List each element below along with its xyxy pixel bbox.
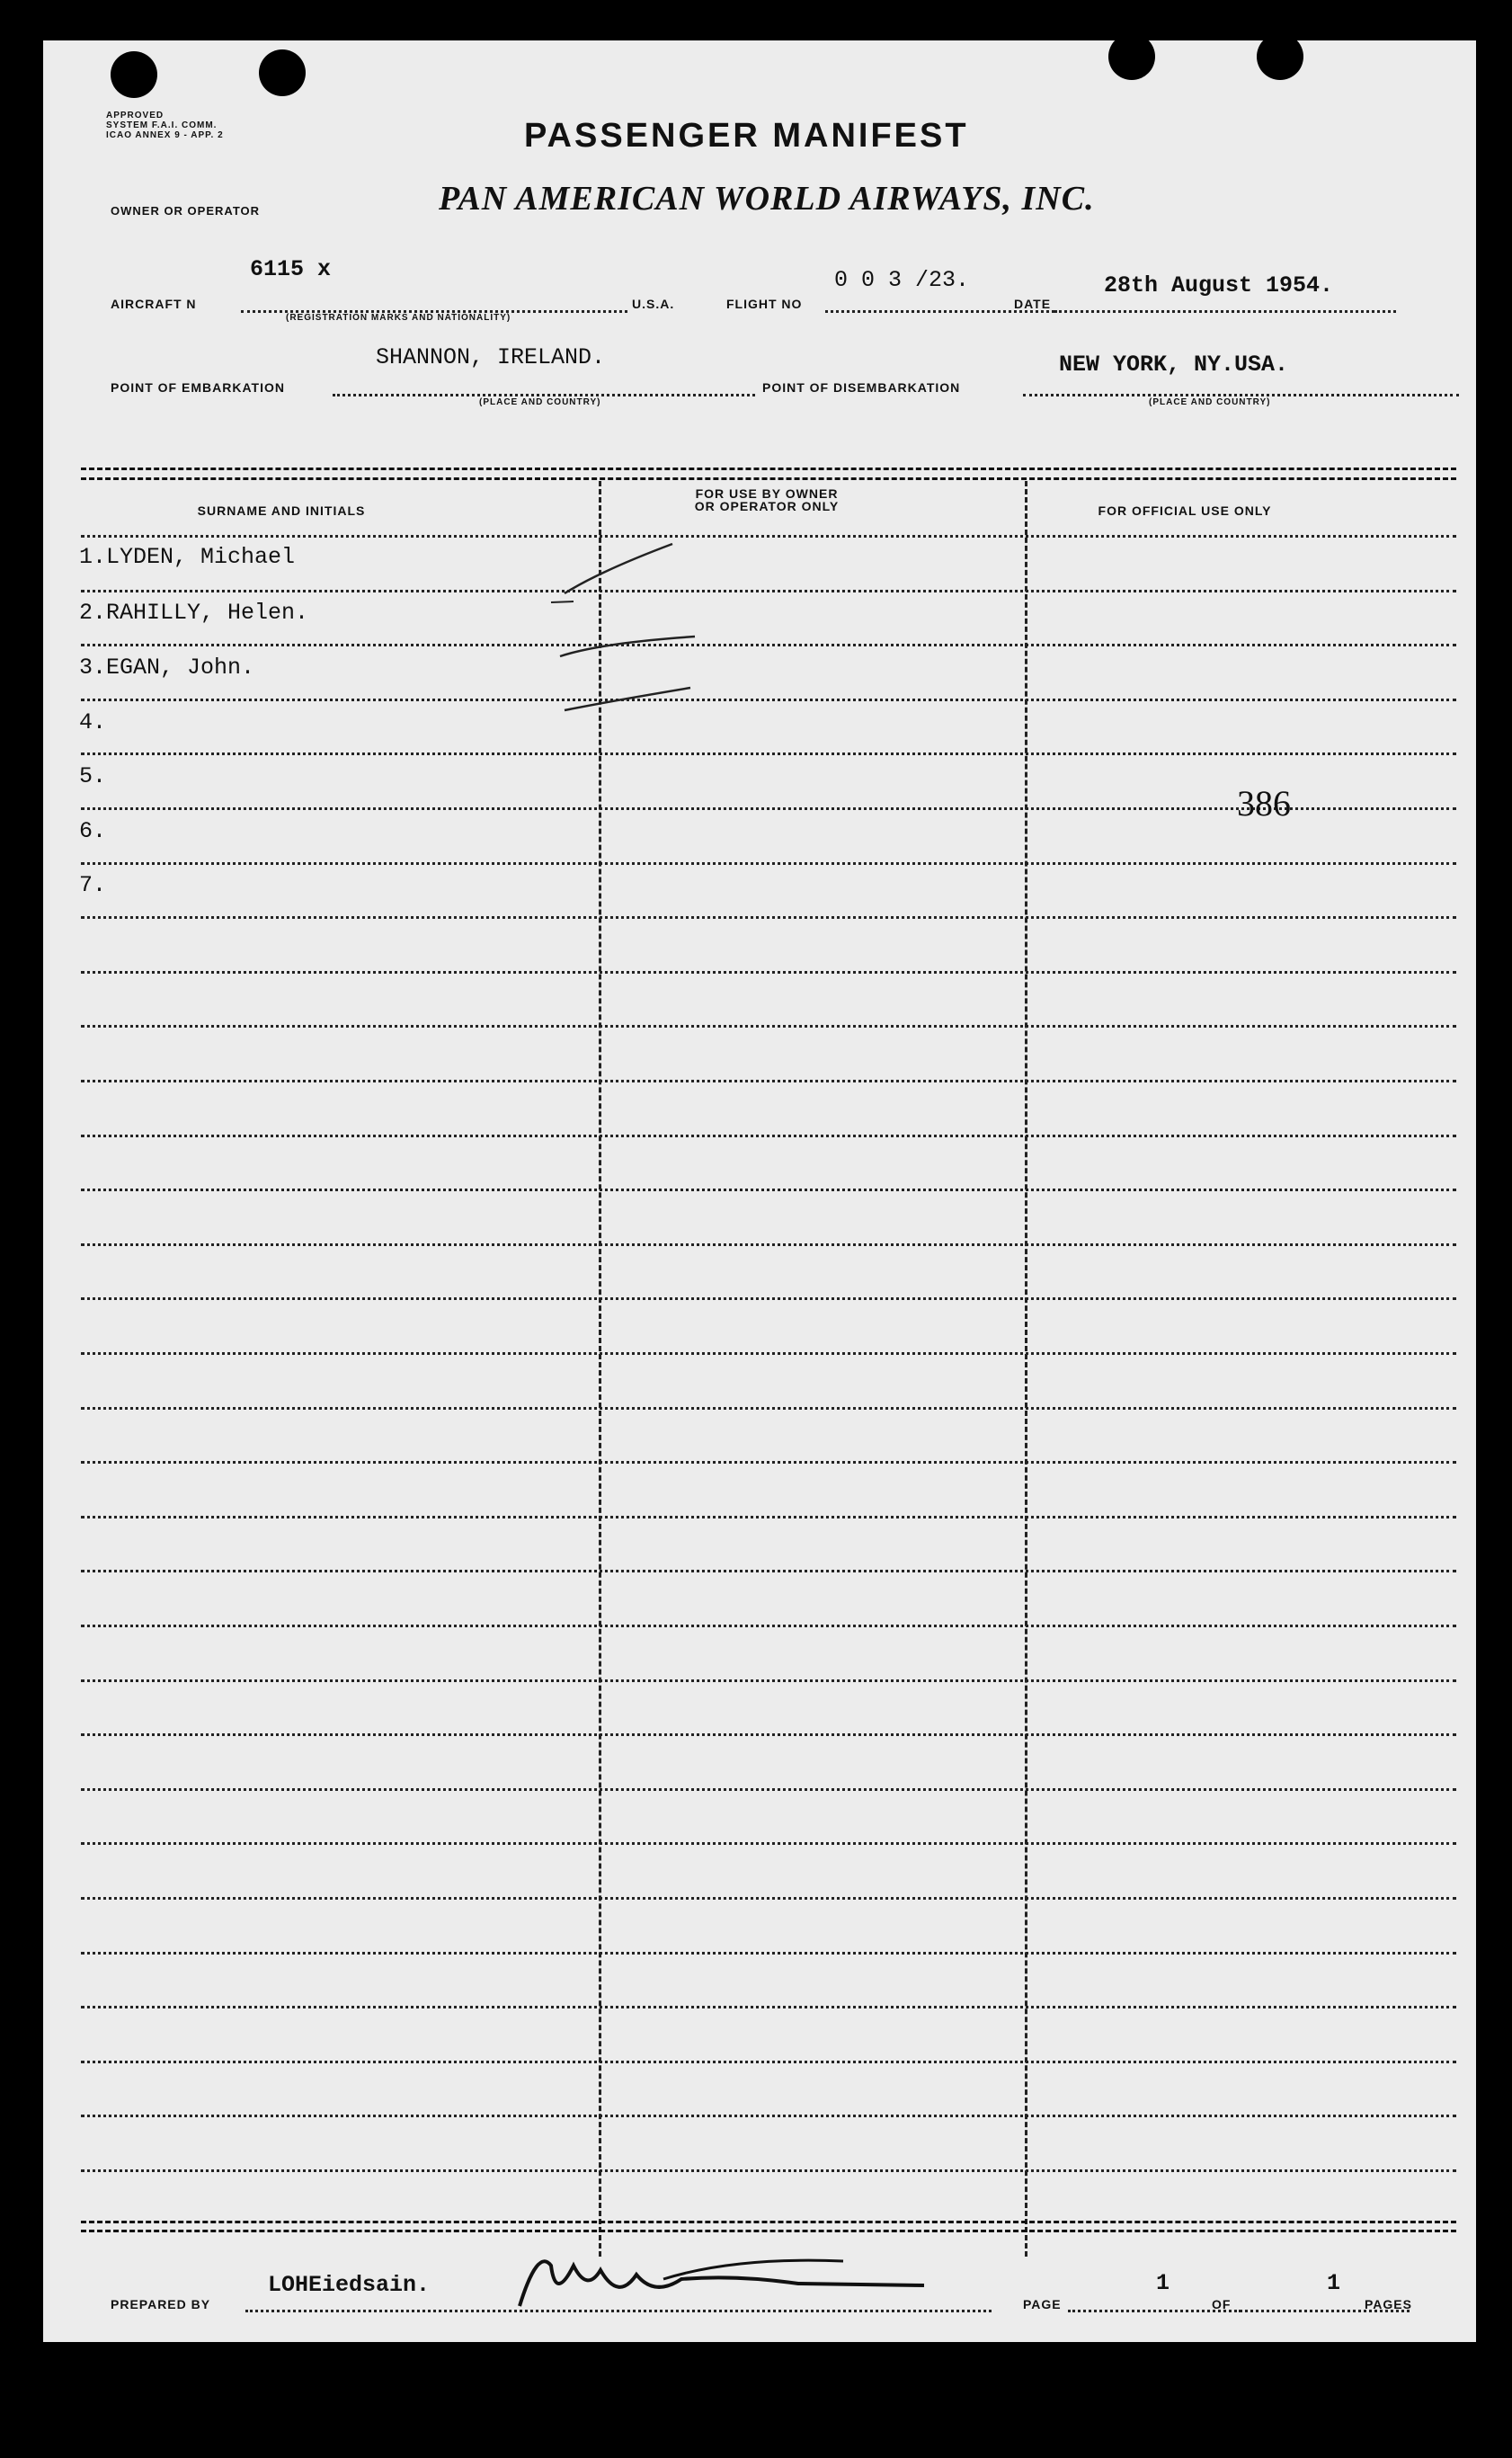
disembarkation-caption: (PLACE AND COUNTRY) bbox=[1149, 397, 1271, 407]
table-rule bbox=[81, 1407, 1456, 1410]
date-value: 28th August 1954. bbox=[1104, 272, 1334, 298]
table-rule bbox=[81, 862, 1456, 865]
owner-label: OWNER OR OPERATOR bbox=[111, 204, 261, 218]
table-rule bbox=[81, 1243, 1456, 1246]
passenger-row: 6. bbox=[79, 818, 107, 844]
table-rule bbox=[81, 1625, 1456, 1627]
table-rule bbox=[81, 2061, 1456, 2063]
table-rule bbox=[81, 1025, 1456, 1028]
table-rule bbox=[81, 1352, 1456, 1355]
table-rule bbox=[81, 1080, 1456, 1082]
table-rule bbox=[81, 1897, 1456, 1900]
check-marks-icon bbox=[547, 490, 780, 724]
column-header-official: FOR OFFICIAL USE ONLY bbox=[1098, 503, 1272, 518]
table-rule bbox=[81, 1189, 1456, 1191]
prepared-by-label: PREPARED BY bbox=[111, 2297, 211, 2311]
page-label: PAGE bbox=[1023, 2297, 1062, 2311]
table-rule bbox=[81, 1679, 1456, 1682]
aircraft-value: 6115 x bbox=[250, 256, 332, 282]
passenger-row: 2.RAHILLY, Helen. bbox=[79, 600, 309, 626]
embarkation-label: POINT OF EMBARKATION bbox=[111, 380, 285, 395]
signature-icon bbox=[502, 2230, 996, 2338]
passenger-row: 5. bbox=[79, 763, 107, 789]
table-rule bbox=[81, 1135, 1456, 1137]
passenger-row: 1.LYDEN, Michael bbox=[79, 544, 296, 570]
approval-line: APPROVED bbox=[106, 111, 165, 120]
punch-hole-3 bbox=[1108, 40, 1155, 80]
approval-line: SYSTEM F.A.I. COMM. bbox=[106, 120, 218, 130]
column-header-surname: SURNAME AND INITIALS bbox=[197, 503, 366, 518]
table-rule bbox=[81, 2115, 1456, 2117]
punch-hole-4 bbox=[1257, 40, 1303, 80]
usa-label: U.S.A. bbox=[632, 297, 675, 311]
page-number: 1 bbox=[1156, 2270, 1170, 2296]
table-rule bbox=[81, 1733, 1456, 1736]
approval-stamp bbox=[106, 111, 224, 140]
prepared-by-value: LOHEiedsain. bbox=[268, 2272, 431, 2298]
flight-number: 0 0 3 /23. bbox=[834, 267, 970, 293]
table-rule bbox=[81, 1461, 1456, 1464]
passenger-row: 4. bbox=[79, 709, 107, 735]
table-rule bbox=[81, 1570, 1456, 1572]
date-label: DATE bbox=[1014, 297, 1052, 311]
official-note: 386 bbox=[1237, 783, 1291, 824]
manifest-sheet bbox=[43, 40, 1476, 2342]
embarkation-caption: (PLACE AND COUNTRY) bbox=[479, 397, 601, 407]
aircraft-label: AIRCRAFT N bbox=[111, 297, 197, 311]
table-rule bbox=[81, 2006, 1456, 2008]
table-rule bbox=[81, 1788, 1456, 1791]
disembarkation-label: POINT OF DISEMBARKATION bbox=[762, 380, 961, 395]
airline-name: PAN AMERICAN WORLD AIRWAYS, INC. bbox=[439, 180, 1095, 218]
table-rule bbox=[81, 1297, 1456, 1300]
table-rule bbox=[81, 1842, 1456, 1845]
punch-hole-1 bbox=[111, 51, 157, 98]
registration-caption: (REGISTRATION MARKS AND NATIONALITY) bbox=[286, 313, 511, 323]
table-rule bbox=[81, 1952, 1456, 1955]
flight-label: FLIGHT NO bbox=[726, 297, 803, 311]
of-label: OF bbox=[1212, 2297, 1232, 2311]
table-rule bbox=[81, 916, 1456, 919]
pages-label: PAGES bbox=[1365, 2297, 1412, 2311]
table-rule bbox=[81, 2169, 1456, 2172]
page-title: PASSENGER MANIFEST bbox=[524, 117, 969, 155]
passenger-row: 7. bbox=[79, 872, 107, 898]
table-rule bbox=[81, 971, 1456, 974]
total-pages: 1 bbox=[1327, 2270, 1341, 2296]
table-rule bbox=[81, 753, 1456, 755]
passenger-row: 3.EGAN, John. bbox=[79, 655, 255, 681]
embarkation-value: SHANNON, IRELAND. bbox=[376, 344, 606, 370]
approval-line: ICAO ANNEX 9 - APP. 2 bbox=[106, 130, 224, 140]
punch-hole-2 bbox=[259, 49, 306, 96]
table-rule bbox=[81, 1516, 1456, 1518]
column-header-owner-use: FOR USE BY OWNER OR OPERATOR ONLY bbox=[694, 486, 840, 513]
disembarkation-value: NEW YORK, NY.USA. bbox=[1059, 352, 1289, 378]
